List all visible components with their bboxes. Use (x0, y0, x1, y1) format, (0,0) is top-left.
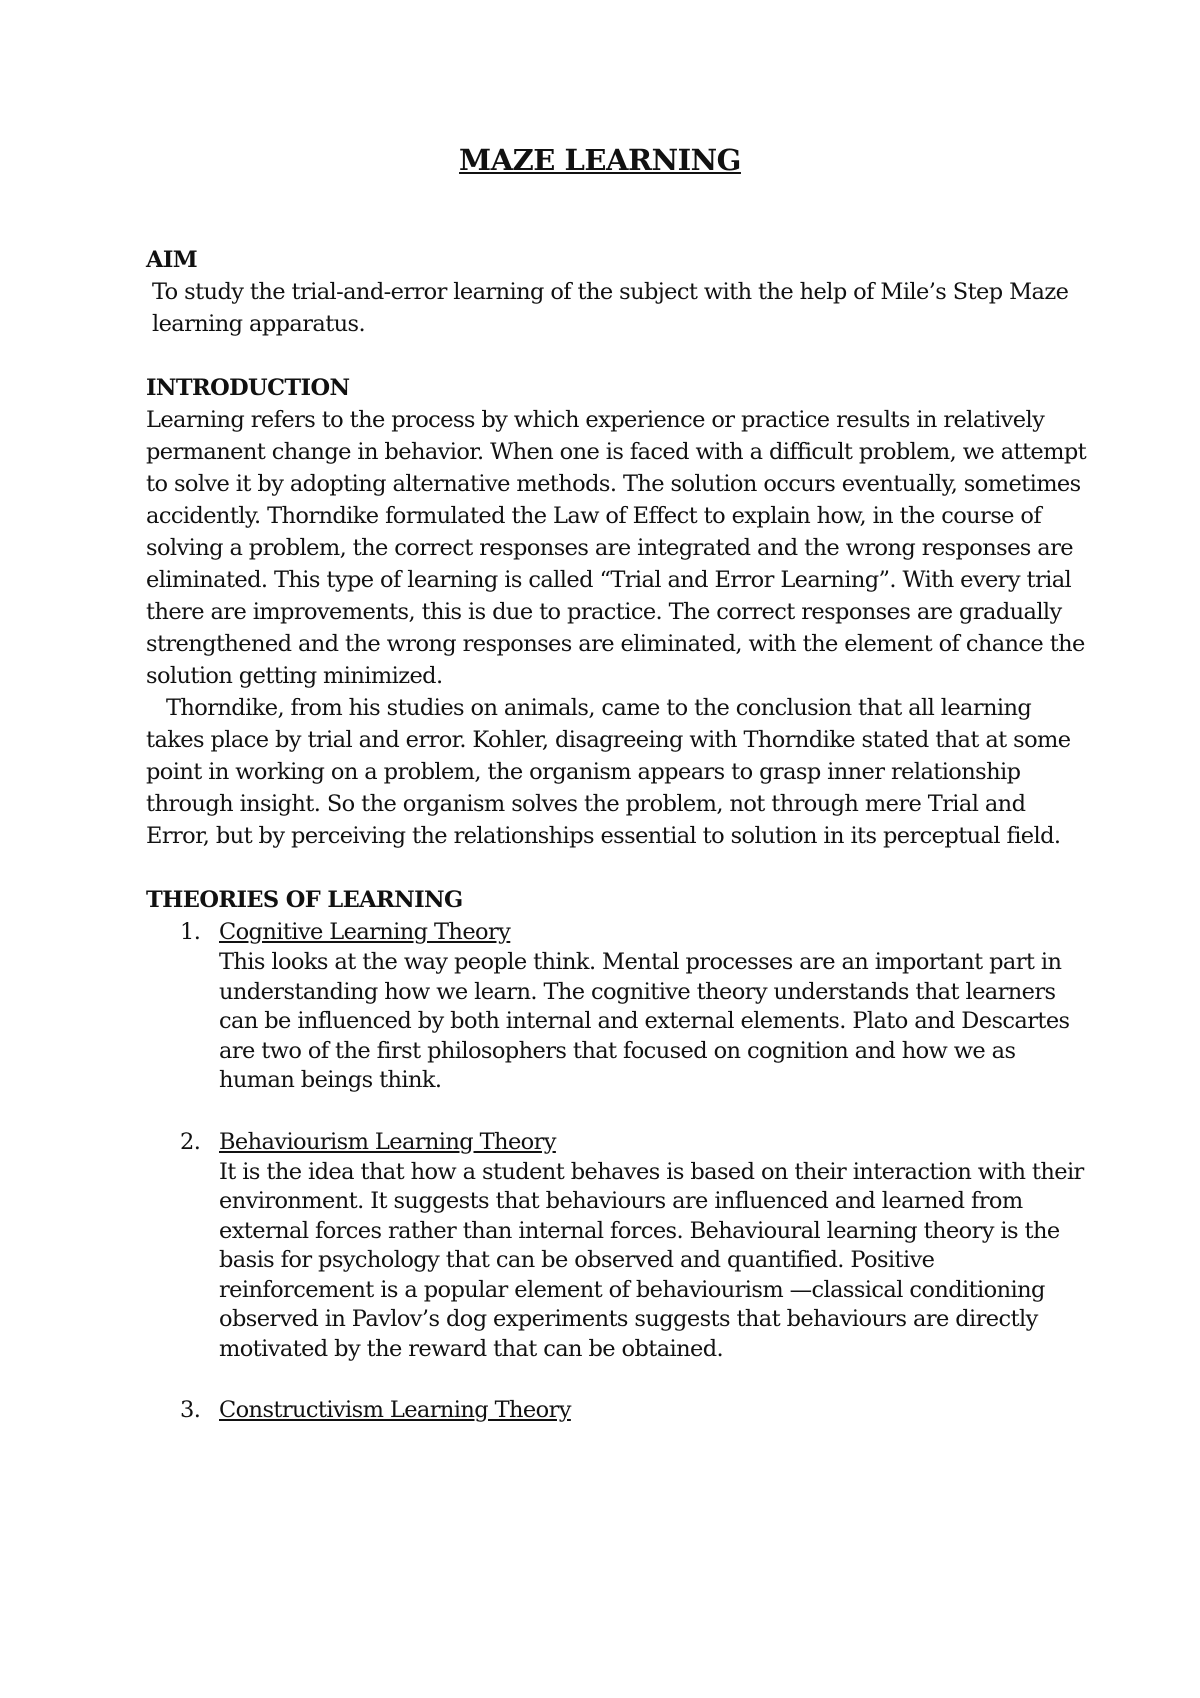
list-item-cognitive (146, 916, 1091, 1096)
document-title: MAZE LEARNING (459, 143, 741, 177)
document-body (146, 244, 1091, 1426)
list-item-constructivism (146, 1394, 1091, 1426)
list-number: 3. (180, 1397, 201, 1423)
list-number: 1. (180, 919, 201, 945)
introduction-heading: INTRODUCTION (146, 375, 350, 401)
theory-title: Behaviourism Learning Theory (219, 1128, 556, 1155)
theory-body: This looks at the way people think. Mental processes are an important part in understanding how we learn. The cognitive theory understands that learners can be influenced by both internal and external elements. Plato and Descartes are two of the first philosophers that focused on cognition and how we as human beings think. (219, 949, 1070, 1093)
theory-title: Cognitive Learning Theory (219, 919, 511, 945)
theories-heading: THEORIES OF LEARNING (146, 887, 463, 913)
introduction-paragraph-2: Thorndike, from his studies on animals, came to the conclusion that all learning takes place by trial and error. Kohler, disagreeing with Thorndike stated that at some point in working on a problem, the organism appears to grasp inner relationship through insight. So the organism solves the problem, not through mere Trial and Error, but by perceiving the relationships essential to solution in its perceptual field. (146, 695, 1071, 849)
spacer (146, 340, 1091, 372)
spacer (146, 852, 1091, 884)
spacer (146, 1096, 1091, 1126)
theory-body: It is the idea that how a student behaves is based on their interaction with their environment. It suggests that behaviours are influenced and learned from external forces rather than internal forces. Behavioural learning theory is the basis for psychology that can be observed and quantified. Positive reinforcement is a popular element of behaviourism —classical conditioning observed in Pavlov’s dog experiments suggests that behaviours are directly motivated by the reward that can be obtained. (219, 1158, 1084, 1362)
spacer (146, 1364, 1091, 1394)
list-number: 2. (180, 1128, 201, 1155)
theories-list (146, 916, 1091, 1426)
introduction-paragraph-1: Learning refers to the process by which experience or practice results in relatively permanent change in behavior. When one is faced with a difficult problem, we attempt to solve it by adopting alternative methods. The solution occurs eventually, sometimes accidently. Thorndike formulated the Law of Effect to explain how, in the course of solving a problem, the correct responses are integrated and the wrong responses are eliminated. This type of learning is called “Trial and Error Learning”. With every trial there are improvements, this is due to practice. The correct responses are gradually strengthened and the wrong responses are eliminated, with the element of chance the solution getting minimized. (146, 407, 1087, 689)
theory-title: Constructivism Learning Theory (219, 1397, 571, 1423)
list-item-behaviourism (146, 1126, 1091, 1365)
aim-heading: AIM (146, 247, 198, 273)
aim-text: To study the trial-and-error learning of the subject with the help of Mile’s Step Maze learning apparatus. (152, 279, 1069, 337)
